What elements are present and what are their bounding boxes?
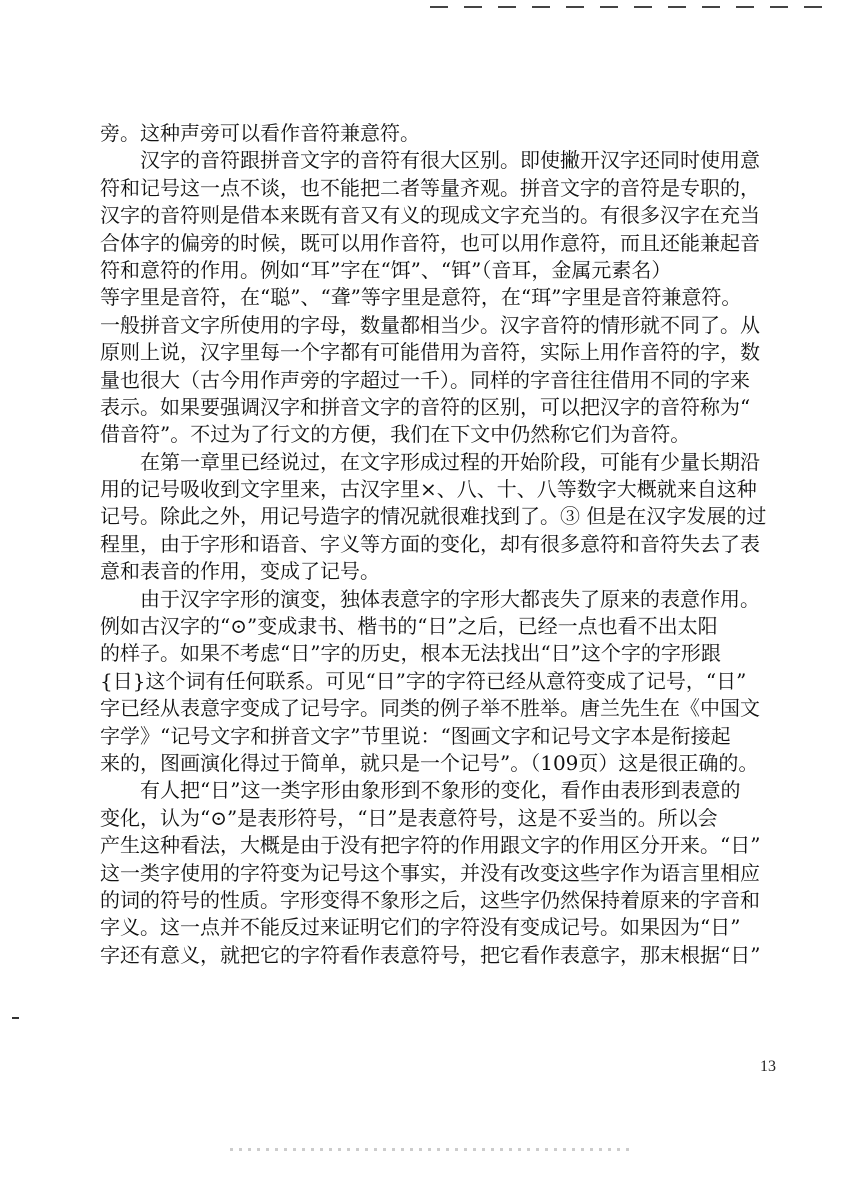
text-line: 符和意符的作用。例如“耳”字在“饵”、“铒”（音耳，金属元素名） [100,257,672,282]
text-line: 符和记号这一点不谈，也不能把二者等量齐观。拼音文字的音符是专职的， [100,175,760,200]
dash [498,6,516,8]
text-line: 由于汉字字形的演变，独体表意字的字形大都丧失了原来的表意作用。 [140,586,760,611]
text-line: 合体字的偏旁的时候，既可以用作音符，也可以用作意符，而且还能兼起音 [100,230,760,255]
text-line: 来的，图画演化得过于简单，就只是一个记号”。（109页）这是很正确的。 [100,750,759,775]
text-line: 变化，认为“⊙”是表形符号，“日”是表意符号，这是不妥当的。所以会 [100,805,718,830]
margin-mark [12,1017,19,1019]
page-number: 13 [760,1058,776,1075]
text-line: 汉字的音符则是借本来既有音又有义的现成文字充当的。有很多汉字在充当 [100,203,760,228]
dash [634,6,652,8]
dash [770,6,788,8]
text-line: 的样子。如果不考虑“日”字的历史，根本无法找出“日”这个字的字形跟 [100,641,721,666]
text-line: 字已经从表意字变成了记号字。同类的例子举不胜举。唐兰先生在《中国文 [100,696,760,721]
text-line: 产生这种看法，大概是由于没有把字符的作用跟文字的作用区分开来。“日” [100,833,761,858]
dash [600,6,618,8]
dash [464,6,482,8]
dash [702,6,720,8]
top-border-dashes [430,0,861,14]
text-line: 借音符”。不过为了行文的方便，我们在下文中仍然称它们为音符。 [100,422,691,447]
text-line: 程里，由于字形和语音、字义等方面的变化，却有很多意符和音符失去了表 [100,531,760,556]
text-line: 用的记号吸收到文字里来，古汉字里×、八、十、八等数字大概就来自这种 [100,477,757,502]
text-line: 字学》“记号文字和拼音文字”节里说：“图画文字和记号文字本是衔接起 [100,723,731,748]
text-line: 等字里是音符，在“聪”、“聋”等字里是意符，在“珥”字里是音符兼意符。 [100,285,742,310]
text-line: 一般拼音文字所使用的字母，数量都相当少。汉字音符的情形就不同了。从 [100,312,760,337]
dash [566,6,584,8]
text-line: 有人把“日”这一类字形由象形到不象形的变化，看作由表形到表意的 [140,778,741,803]
text-line: 汉字的音符跟拼音文字的音符有很大区别。即使撇开汉字还同时使用意 [140,148,760,173]
text-line: 例如古汉字的“⊙”变成隶书、楷书的“日”之后，已经一点也看不出太阳 [100,614,718,639]
dash [668,6,686,8]
text-line: 字还有意义，就把它的字符看作表意符号，把它看作表意字，那末根据“日” [100,942,761,967]
text-line: 在第一章里已经说过，在文字形成过程的开始阶段，可能有少量长期沿 [140,449,760,474]
text-line: 表示。如果要强调汉字和拼音文字的音符的区别，可以把汉字的音符称为“ [100,394,751,419]
dash [804,6,822,8]
text-line: 字义。这一点并不能反过来证明它们的字符没有变成记号。如果因为“日” [100,915,741,940]
dash [430,6,448,8]
text-line: 原则上说，汉字里每一个字都有可能借用为音符，实际上用作音符的字，数 [100,340,760,365]
dash [532,6,550,8]
scan-artifact-dots [230,1148,630,1151]
text-line: 量也很大（古今用作声旁的字超过一千）。同样的字音往往借用不同的字来 [100,367,750,392]
text-line: {日}这个词有任何联系。可见“日”字的字符已经从意符变成了记号，“日” [100,668,747,693]
text-line: 这一类字使用的字符变为记号这个事实，并没有改变这些字作为语言里相应 [100,860,760,885]
dash [736,6,754,8]
text-line: 的词的符号的性质。字形变得不象形之后，这些字仍然保持着原来的字音和 [100,887,760,912]
text-line: 旁。这种声旁可以看作音符兼意符。 [100,121,420,145]
text-line: 记号。除此之外，用记号造字的情况就很难找到了。③ 但是在汉字发展的过 [100,504,767,529]
page-body-text [100,120,800,969]
text-line: 意和表音的作用，变成了记号。 [100,559,380,584]
